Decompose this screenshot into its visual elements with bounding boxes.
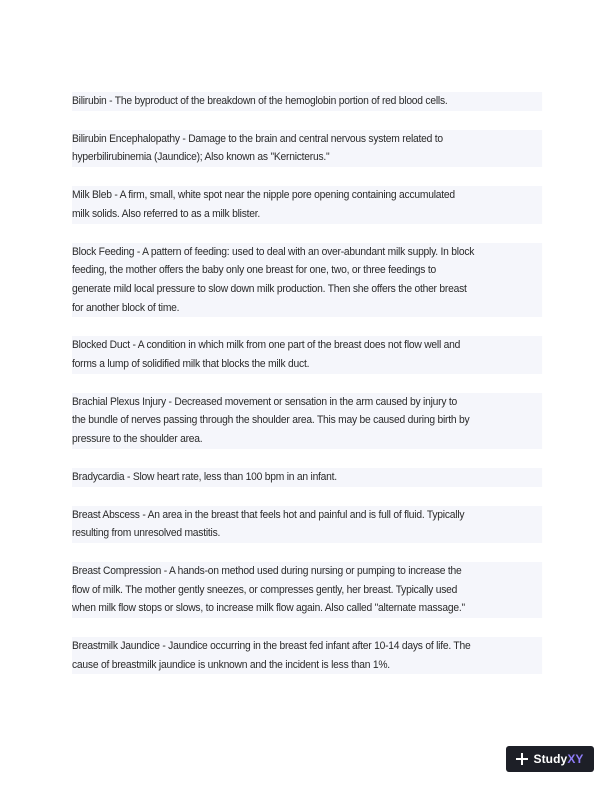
- entry-text-line: resulting from unresolved mastitis.: [72, 524, 542, 543]
- entry-text-line: Breast Compression - A hands-on method used during nursing or pumping to increase the: [72, 562, 542, 581]
- entry-text-line: Milk Bleb - A firm, small, white spot near the nipple pore opening containing accumulated: [72, 186, 542, 205]
- entry-text-line: Bradycardia - Slow heart rate, less than 100 bpm in an infant.: [72, 468, 542, 487]
- badge-label: [533, 752, 583, 766]
- entry-text-line: Bilirubin Encephalopathy - Damage to the brain and central nervous system related to: [72, 130, 542, 149]
- entry-text-line: Bilirubin - The byproduct of the breakdown of the hemoglobin portion of red blood cells.: [72, 92, 542, 111]
- entry-text-line: feeding, the mother offers the baby only one breast for one, two, or three feedings to: [72, 261, 542, 280]
- plus-icon: [516, 753, 528, 765]
- entry-text-line: hyperbilirubinemia (Jaundice); Also known as "Kernicterus.": [72, 148, 542, 167]
- glossary-list: [72, 92, 542, 693]
- entry-text-line: Brachial Plexus Injury - Decreased movement or sensation in the arm caused by injury to: [72, 393, 542, 412]
- entry-text-line: Breastmilk Jaundice - Jaundice occurring in the breast fed infant after 10-14 days of life. The: [72, 637, 542, 656]
- glossary-entry-brachial-plexus-injury: [72, 393, 542, 449]
- entry-text-line: pressure to the shoulder area.: [72, 430, 542, 449]
- badge-label-main: Study: [533, 752, 568, 766]
- glossary-entry-milk-bleb: [72, 186, 542, 223]
- entry-text-line: generate mild local pressure to slow down milk production. Then she offers the other breast: [72, 280, 542, 299]
- glossary-entry-blocked-duct: [72, 336, 542, 373]
- entry-text-line: when milk flow stops or slows, to increase milk flow again. Also called "alternate massage.": [72, 599, 542, 618]
- glossary-entry-block-feeding: [72, 243, 542, 318]
- glossary-entry-breast-abscess: [72, 506, 542, 543]
- entry-text-line: Breast Abscess - An area in the breast that feels hot and painful and is full of fluid. Typically: [72, 506, 542, 525]
- entry-text-line: Block Feeding - A pattern of feeding: used to deal with an over-abundant milk supply. In block: [72, 243, 542, 262]
- entry-text-line: milk solids. Also referred to as a milk blister.: [72, 205, 542, 224]
- glossary-entry-bilirubin-encephalopathy: [72, 130, 542, 167]
- entry-text-line: the bundle of nerves passing through the shoulder area. This may be caused during birth by: [72, 411, 542, 430]
- entry-text-line: forms a lump of solidified milk that blocks the milk duct.: [72, 355, 542, 374]
- entry-text-line: cause of breastmilk jaundice is unknown and the incident is less than 1%.: [72, 656, 542, 675]
- badge-label-accent: XY: [567, 752, 584, 766]
- glossary-entry-bilirubin: [72, 92, 542, 111]
- entry-text-line: flow of milk. The mother gently sneezes, or compresses gently, her breast. Typically used: [72, 581, 542, 600]
- glossary-entry-breastmilk-jaundice: [72, 637, 542, 674]
- entry-text-line: Blocked Duct - A condition in which milk from one part of the breast does not flow well and: [72, 336, 542, 355]
- glossary-entry-bradycardia: [72, 468, 542, 487]
- entry-text-line: for another block of time.: [72, 299, 542, 318]
- studyxy-badge[interactable]: [506, 746, 594, 772]
- glossary-entry-breast-compression: [72, 562, 542, 618]
